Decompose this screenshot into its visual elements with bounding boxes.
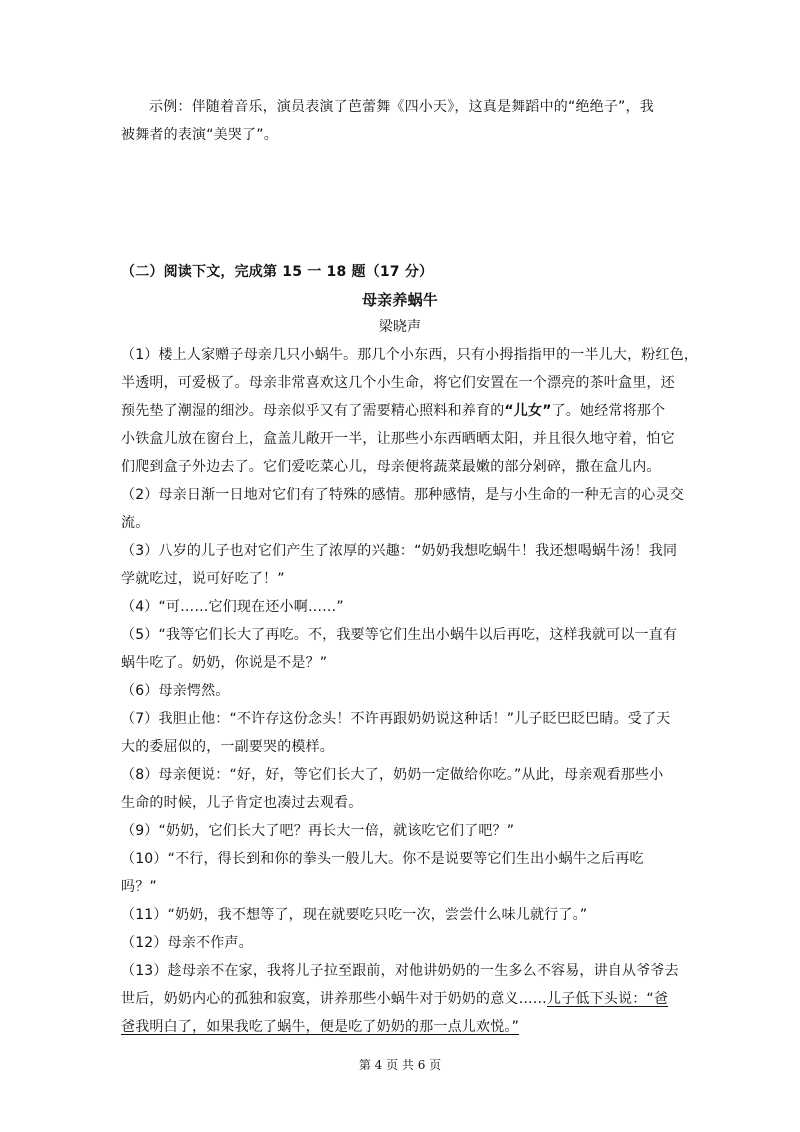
underlined-sentence-end: 爸我明白了，如果我吃了蜗牛，便是吃了奶奶的那一点儿欢悦。” — [121, 1019, 520, 1035]
section-heading: （二）阅读下文，完成第 15 一 18 题（17 分） — [121, 264, 434, 280]
paragraph-5-line-2: 蜗牛吃了。奶奶，你说是不是？” — [121, 655, 328, 671]
paragraph-10-line-2: 吗？” — [121, 879, 157, 895]
paragraph-5-line-1: （5）“我等它们长大了再吃。不，我要等它们生出小蜗牛以后再吃，这样我就可以一直有 — [121, 627, 678, 643]
paragraph-1-line-2: 半透明，可爱极了。母亲非常喜欢这几个小生命，将它们安置在一个漂亮的茶叶盒里，还 — [121, 375, 675, 391]
paragraph-7-line-1: （7）我胆止他：“不许存这份念头！不许再跟奶奶说这种话！”儿子眨巴眨巴睛。受了天 — [121, 711, 671, 727]
underlined-sentence-start: 儿子低下头说：“爸 — [547, 991, 669, 1007]
paragraph-11-line-1: （11）“奶奶，我不想等了，现在就要吃只吃一次，尝尝什么味儿就行了。” — [121, 907, 588, 923]
paragraph-1-line-3-text-a: 预先垫了潮湿的细沙。母亲似乎又有了需要精心照料和养育的 — [121, 403, 505, 419]
paragraph-3-line-2: 学就吃过，说可好吃了！” — [121, 571, 285, 587]
paragraph-1-line-3 — [121, 401, 665, 421]
paragraph-1-line-4: 小铁盒儿放在窗台上，盒盖儿敞开一半，让那些小东西晒晒太阳，并且很久地守着，怕它 — [121, 431, 675, 447]
passage-title: 母亲养蜗牛 — [361, 291, 438, 309]
example-line-2: 被舞者的表演“美哭了”。 — [121, 127, 278, 143]
paragraph-9-line-1: （9）“奶奶，它们长大了吧？再长大一倍，就该吃它们了吧？” — [121, 823, 515, 839]
paragraph-6-line-1: （6）母亲愕然。 — [121, 683, 230, 699]
paragraph-3-line-1: （3）八岁的儿子也对它们产生了浓厚的兴趣：“奶奶我想吃蜗牛！我还想喝蜗牛汤！我同 — [121, 543, 678, 559]
passage-author: 梁晓声 — [378, 319, 422, 335]
paragraph-13-line-2 — [121, 989, 668, 1009]
paragraph-1-line-5: 们爬到盒子外边去了。它们爱吃菜心儿，母亲便将蔬菜最嫩的部分剁碎，撒在盒儿内。 — [121, 459, 661, 475]
page-footer: 第 4 页 共 6 页 — [358, 1058, 442, 1072]
paragraph-12-line-1: （12）母亲不作声。 — [121, 935, 253, 951]
paragraph-1-line-3-text-c: 了。她经常将那个 — [551, 403, 666, 419]
example-line-1: 示例：伴随着音乐，演员表演了芭蕾舞《四小天》，这真是舞蹈中的“绝绝子”，我 — [149, 99, 654, 115]
paragraph-4-line-1: （4）“可……它们现在还小啊……” — [121, 599, 344, 615]
paragraph-13-line-2-text: 世后，奶奶内心的孤独和寂寞，讲养那些小蜗牛对于奶奶的意义…… — [121, 991, 547, 1007]
paragraph-10-line-1: （10）“不行，得长到和你的拳头一般儿大。你不是说要等它们生出小蜗牛之后再吃 — [121, 851, 644, 867]
paragraph-13-line-1: （13）趁母亲不在家，我将儿子拉至跟前，对他讲奶奶的一生多么不容易，讲自从爷爷去 — [121, 963, 679, 979]
paragraph-1-line-1: （1）楼上人家赠子母亲几只小蜗牛。那几个小东西，只有小拇指指甲的一半儿大，粉红色， — [121, 347, 699, 363]
paragraph-8-line-1: （8）母亲便说：“好，好，等它们长大了，奶奶一定做给你吃。”从此，母亲观看那些小 — [121, 767, 664, 783]
paragraph-8-line-2: 生命的时候，儿子肯定也凑过去观看。 — [121, 795, 363, 811]
emphasized-quote: “儿女” — [504, 403, 552, 419]
paragraph-2-line-1: （2）母亲日渐一日地对它们有了特殊的感情。那种感情，是与小生命的一种无言的心灵交 — [121, 487, 684, 503]
paragraph-7-line-2: 大的委屈似的，一副要哭的模样。 — [121, 739, 334, 755]
paragraph-2-line-2: 流。 — [121, 515, 150, 531]
